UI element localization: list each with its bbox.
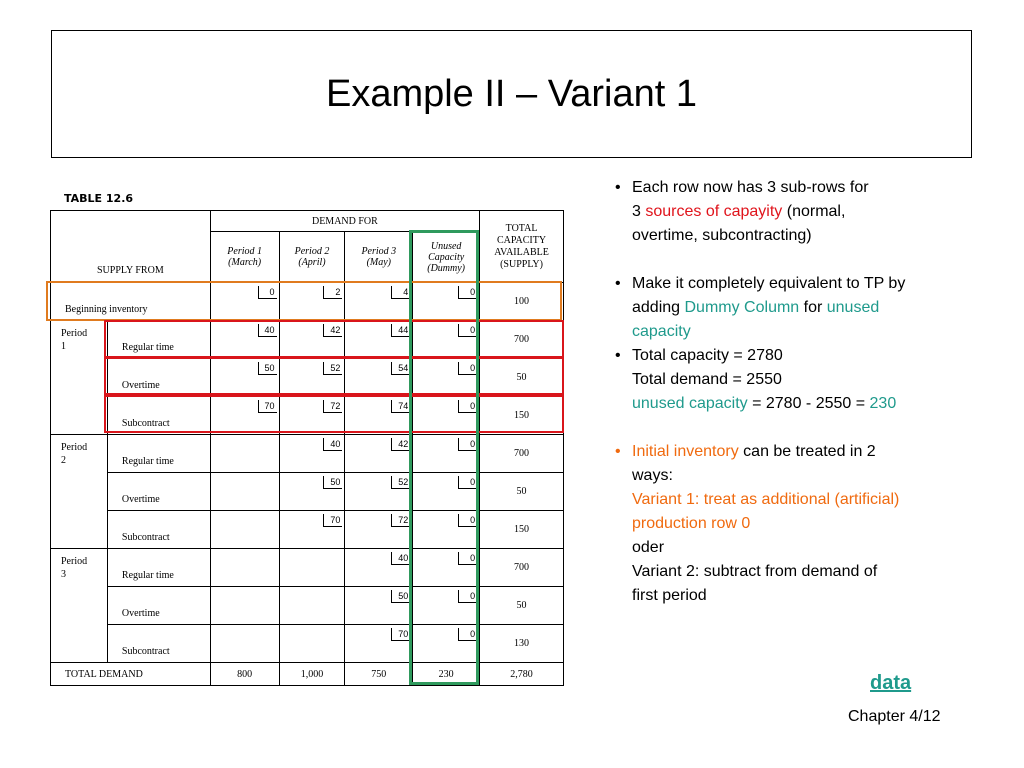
source-label: Subcontract [107,511,210,549]
source-label: Overtime [107,473,210,511]
cost-cell: 0 [458,324,477,337]
cost-cell: 70 [391,628,410,641]
table-row [51,549,564,587]
cost-cell: 4 [391,286,410,299]
bullet-dot: • [615,275,621,292]
highlight-text: unused [826,299,880,316]
period-group-label: Period 2 [51,435,108,549]
source-label: Subcontract [107,397,210,435]
cost-cell: 52 [391,476,410,489]
transport-table [50,210,564,686]
empty-cell [279,549,345,587]
table-caption: TABLE 12.6 [64,192,134,205]
unused-capacity-header: Unused Capacity (Dummy) [413,232,480,283]
highlight-text: unused capacity [632,395,748,412]
highlight-text: sources of capayity [645,203,783,220]
table-row [51,587,564,625]
cost-cell: 42 [323,324,342,337]
cost-cell: 40 [391,552,410,565]
chapter-label: Chapter 4/12 [848,708,941,725]
beginning-inventory-label: Beginning inventory [51,283,211,321]
cost-cell: 70 [323,514,342,527]
capacity-cell: 700 [480,549,564,587]
capacity-cell: 150 [480,397,564,435]
bullet-item: • Initial inventory can be treated in 2 ways: Variant 1: treat as additional (artificial) production row 0 oder Variant 2: subtract from demand of first period [612,440,982,608]
table-row [51,473,564,511]
capacity-cell: 130 [480,625,564,663]
period-3-header: Period 3 (May) [345,232,413,283]
cost-cell: 72 [323,400,342,413]
total-demand-value: 800 [210,663,279,686]
bullet-item: • Total capacity = 2780 Total demand = 2550 unused capacity = 2780 - 2550 = 230 [612,344,982,416]
bullet-list [612,176,982,608]
period-group-label: Period 3 [51,549,108,663]
capacity-cell: 100 [480,283,564,321]
cost-cell: 50 [323,476,342,489]
data-link[interactable]: data [870,672,912,694]
cost-cell: 40 [258,324,277,337]
table-row [51,625,564,663]
total-demand-value: 230 [413,663,480,686]
empty-cell [210,587,279,625]
table-row [51,397,564,435]
cost-cell: 0 [458,362,477,375]
highlight-text: 230 [869,395,897,412]
period-1-header: Period 1 (March) [210,232,279,283]
cost-cell: 0 [458,590,477,603]
cost-cell: 74 [391,400,410,413]
source-label: Overtime [107,587,210,625]
title-box [51,30,972,158]
table-row [51,321,564,359]
period-2-header: Period 2 (April) [279,232,345,283]
period-group-label: Period 1 [51,321,108,435]
bullet-dot: • [615,347,621,364]
highlight-text: capacity [632,323,691,340]
empty-cell [210,473,279,511]
capacity-cell: 700 [480,435,564,473]
table-row [51,359,564,397]
cost-cell: 0 [458,476,477,489]
table-row [51,511,564,549]
bullet-item: • Each row now has 3 sub-rows for 3 sources of capayity (normal, overtime, subcontracting) [612,176,982,248]
capacity-cell: 150 [480,511,564,549]
source-label: Overtime [107,359,210,397]
total-demand-value: 750 [345,663,413,686]
cost-cell: 2 [323,286,342,299]
transport-table-figure [50,176,562,686]
cost-cell: 44 [391,324,410,337]
highlight-text: Dummy Column [684,299,800,316]
cost-cell: 70 [258,400,277,413]
capacity-cell: 50 [480,359,564,397]
cost-cell: 0 [458,628,477,641]
empty-cell [210,549,279,587]
empty-cell [210,511,279,549]
cost-cell: 0 [458,514,477,527]
empty-cell [279,625,345,663]
source-label: Regular time [107,321,210,359]
capacity-cell: 50 [480,587,564,625]
cost-cell: 52 [323,362,342,375]
slide-title: Example II – Variant 1 [325,72,698,115]
capacity-cell: 50 [480,473,564,511]
cost-cell: 0 [458,438,477,451]
table-row [51,283,564,321]
empty-cell [279,587,345,625]
cost-cell: 50 [258,362,277,375]
capacity-cell: 700 [480,321,564,359]
cost-cell: 72 [391,514,410,527]
table-row [51,435,564,473]
cost-cell: 42 [391,438,410,451]
empty-cell [210,625,279,663]
bullet-item: • Make it completely equivalent to TP by adding Dummy Column for unused capacity [612,272,982,344]
bullet-dot: • [615,179,621,196]
bullet-dot: • [615,443,621,460]
total-demand-row [51,663,564,686]
cost-cell: 0 [258,286,277,299]
source-label: Regular time [107,435,210,473]
highlight-text: Initial inventory [632,443,739,460]
cost-cell: 40 [323,438,342,451]
total-demand-label: TOTAL DEMAND [51,663,211,686]
cost-cell: 0 [458,552,477,565]
total-capacity-header: TOTAL CAPACITY AVAILABLE (SUPPLY) [480,211,564,283]
cost-cell: 0 [458,400,477,413]
empty-cell [210,435,279,473]
total-demand-value: 1,000 [279,663,345,686]
source-label: Subcontract [107,625,210,663]
total-demand-value: 2,780 [480,663,564,686]
cost-cell: 54 [391,362,410,375]
cost-cell: 50 [391,590,410,603]
source-label: Regular time [107,549,210,587]
cost-cell: 0 [458,286,477,299]
supply-from-header: SUPPLY FROM [51,211,211,283]
demand-for-header: DEMAND FOR [210,211,479,232]
